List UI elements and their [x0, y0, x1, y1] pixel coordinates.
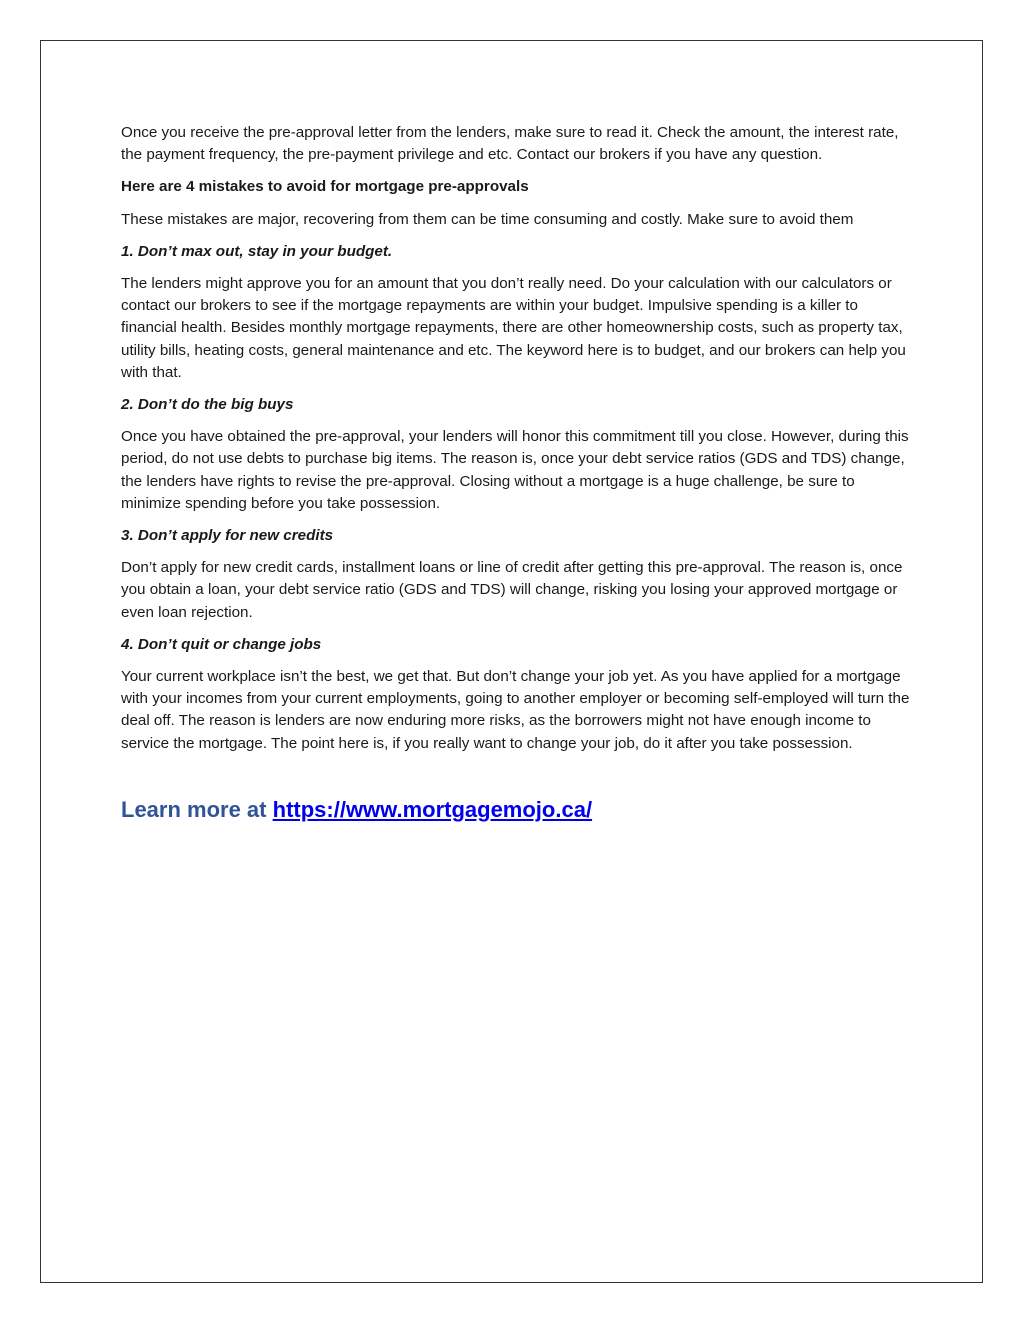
learn-more-link[interactable]: https://www.mortgagemojo.ca/: [272, 796, 593, 822]
learn-more-line: [121, 795, 911, 825]
mistake-heading-2: 2. Don’t do the big buys: [121, 396, 294, 414]
learn-more-label: Learn more at: [121, 796, 267, 822]
document-body: [121, 122, 911, 825]
section-heading: Here are 4 mistakes to avoid for mortgage pre-approvals: [121, 178, 529, 196]
intro-paragraph: Once you receive the pre-approval letter from the lenders, make sure to read it. Check the amount, the interest rate, the payment frequency, the pre-payment privilege and etc. Contact our brokers if you have any question.: [121, 124, 899, 164]
mistake-body-4: Your current workplace isn’t the best, we get that. But don’t change your job yet. As you have applied for a mortgage with your incomes from your current employments, going to another employer or becoming self-employed will turn the deal off. The reason is lenders are now enduring more risks, as the borrowers might not have enough income to service the mortgage. The point here is, if you really want to change your job, do it after you take possession.: [121, 668, 910, 752]
mistake-heading-4: 4. Don’t quit or change jobs: [121, 635, 322, 653]
section-intro-paragraph: These mistakes are major, recovering from them can be time consuming and costly. Make sure to avoid them: [121, 210, 854, 228]
mistake-heading-3: 3. Don’t apply for new credits: [121, 527, 334, 545]
mistake-body-1: The lenders might approve you for an amount that you don’t really need. Do your calculation with our calculators or contact our brokers to see if the mortgage repayments are within your budget. Impulsive spending is a killer to financial health. Besides monthly mortgage repayments, there are other homeownership costs, such as property tax, utility bills, heating costs, general maintenance and etc. The keyword here is to budget, and our brokers can help you with that.: [121, 275, 906, 381]
mistake-body-3: Don’t apply for new credit cards, installment loans or line of credit after getting this pre-approval. The reason is, once you obtain a loan, your debt service ratio (GDS and TDS) will change, risking you losing your approved mortgage or even loan rejection.: [121, 559, 903, 621]
mistake-body-2: Once you have obtained the pre-approval, your lenders will honor this commitment till you close. However, during this period, do not use debts to purchase big items. The reason is, once your debt service ratios (GDS and TDS) change, the lenders have rights to revise the pre-approval. Closing without a mortgage is a huge challenge, be sure to minimize spending before you take possession.: [121, 428, 909, 512]
mistake-heading-1: 1. Don’t max out, stay in your budget.: [121, 242, 393, 260]
